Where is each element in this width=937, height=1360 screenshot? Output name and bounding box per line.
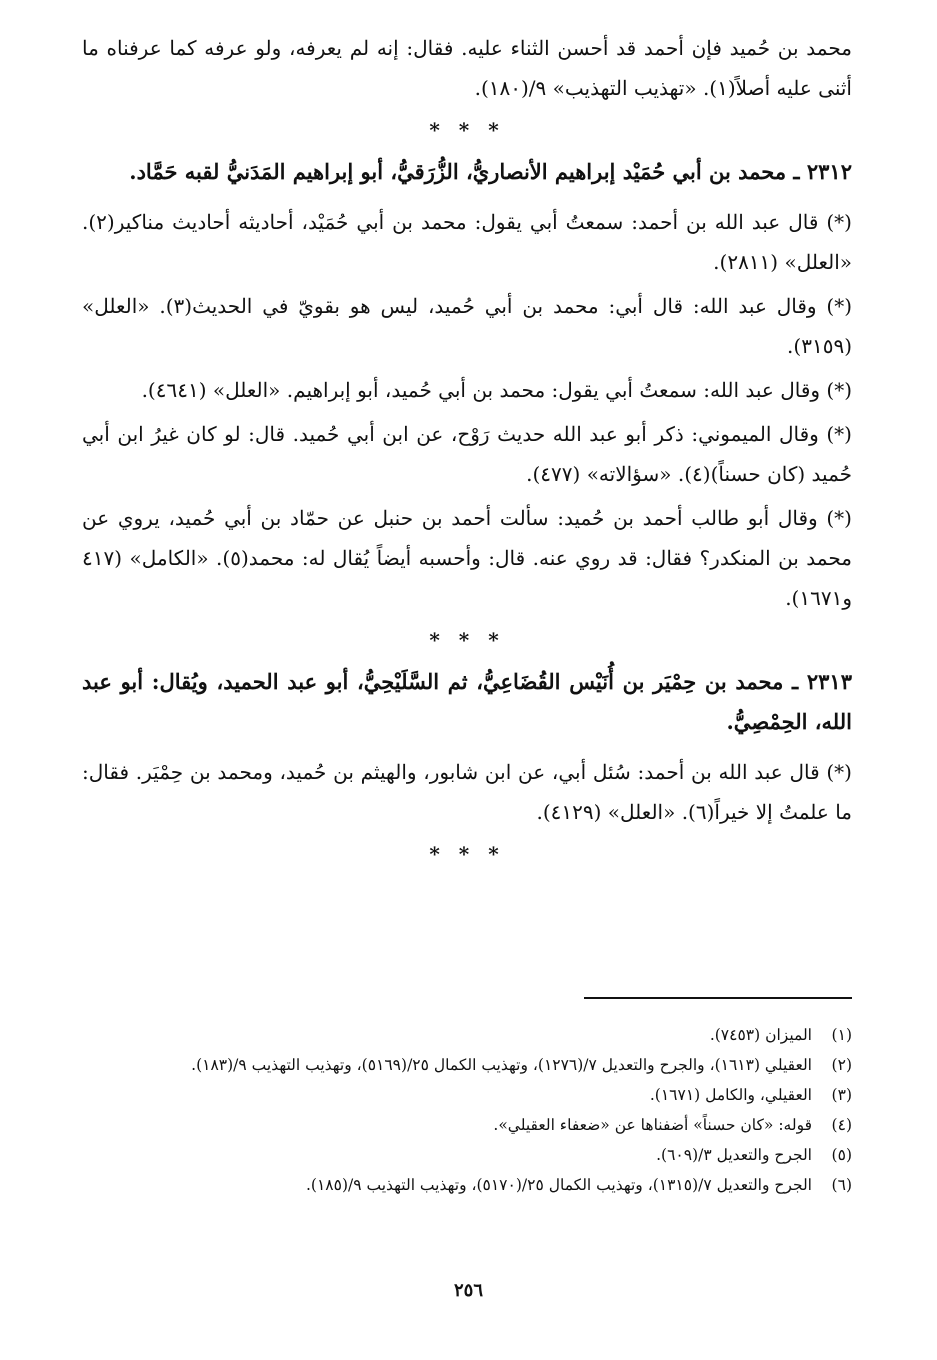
- footnote-number: (٤): [831, 1116, 852, 1134]
- footnote-number: (٣): [831, 1086, 852, 1104]
- main-text: [82, 28, 852, 876]
- paragraph: (*) وقال عبد الله: سمعتُ أبي يقول: محمد بن أبي حُميد، أبو إبراهيم. «العلل» (٤٦٤١).: [141, 378, 852, 402]
- section-separator: * * *: [429, 628, 505, 652]
- paragraph: (*) قال عبد الله بن أحمد: سُئل أبي، عن ابن شابور، والهيثم بن حُميد، ومحمد بن حِمْيَر. فقال: ما علمتُ إلا خيراً(٦). «العلل» (٤١٢٩).: [82, 760, 852, 824]
- footnote-item: [82, 1080, 852, 1110]
- page-number: ٢٥٦: [453, 1280, 483, 1301]
- section-separator: * * *: [429, 118, 505, 142]
- footnotes: [82, 1020, 852, 1200]
- footnote-item: [82, 1050, 852, 1080]
- paragraph: (*) وقال الميموني: ذكر أبو عبد الله حديث رَوْح، عن ابن أبي حُميد. قال: لو كان غيرُ ابن أبي حُميد (كان حسناً)(٤). «سؤالاته» (٤٧٧).: [82, 422, 852, 486]
- footnote-number: (٥): [831, 1146, 852, 1164]
- footnote-text: قوله: «كان حسناً» أضفناها عن «ضعفاء العقيلي».: [493, 1116, 812, 1134]
- footnote-number: (٦): [831, 1176, 852, 1194]
- footnote-item: [82, 1110, 852, 1140]
- footnote-item: [82, 1140, 852, 1170]
- footnote-item: [82, 1020, 852, 1050]
- footnote-text: الجرح والتعديل ٧/(١٣١٥)، وتهذيب الكمال ٢٥/(٥١٧٠)، وتهذيب التهذيب ٩/(١٨٥).: [305, 1176, 812, 1194]
- footnote-item: [82, 1170, 852, 1200]
- paragraph: (*) وقال عبد الله: قال أبي: محمد بن أبي حُميد، ليس هو بقويّ في الحديث(٣). «العلل» (٣١٥٩).: [82, 294, 852, 358]
- footnote-number: (٢): [831, 1056, 852, 1074]
- footnote-text: الجرح والتعديل ٣/(٦٠٩).: [656, 1146, 812, 1164]
- paragraph: (*) قال عبد الله بن أحمد: سمعتُ أبي يقول: محمد بن أبي حُمَيْد، أحاديثه أحاديث مناكير(٢). «العلل» (٢٨١١).: [82, 210, 852, 274]
- footnote-number: (١): [831, 1026, 852, 1044]
- paragraph: (*) وقال أبو طالب أحمد بن حُميد: سألت أحمد بن حنبل عن حمّاد بن أبي حُميد، يروي عن محمد بن المنكدر؟ فقال: قد روي عنه. قال: وأحسبه أيضاً يُقال له: محمد(٥). «الكامل» (٤١٧ و١٦٧١).: [82, 506, 852, 610]
- footnote-text: الميزان (٧٤٥٣).: [709, 1026, 812, 1044]
- section-separator: * * *: [429, 842, 505, 866]
- footnote-text: العقيلي، والكامل (١٦٧١).: [649, 1086, 812, 1104]
- entry-heading-2313: ٢٣١٣ ـ محمد بن حِمْيَر بن أُنَيْس القُضَاعِيُّ، ثم السَّلَيْحِيُّ، أبو عبد الحميد، ويُقال: أبو عبد الله، الحِمْصِيُّ.: [82, 669, 852, 734]
- footnote-divider: [584, 997, 852, 999]
- paragraph-continuation: محمد بن حُميد فإن أحمد قد أحسن الثناء عليه. فقال: إنه لم يعرفه، ولو عرفه كما عرفناه ما أثنى عليه أصلاً(١). «تهذيب التهذيب» ٩/(١٨٠).: [82, 36, 852, 100]
- entry-heading-2312: ٢٣١٢ ـ محمد بن أبي حُمَيْد إبراهيم الأنصاريُّ، الزُّرَقيُّ، أبو إبراهيم المَدَنيُّ لقبه حَمَّاد.: [129, 159, 852, 184]
- footnote-text: العقيلي (١٦١٣)، والجرح والتعديل ٧/(١٢٧٦)، وتهذيب الكمال ٢٥/(٥١٦٩)، وتهذيب التهذيب ٩/(١٨٣).: [191, 1056, 812, 1074]
